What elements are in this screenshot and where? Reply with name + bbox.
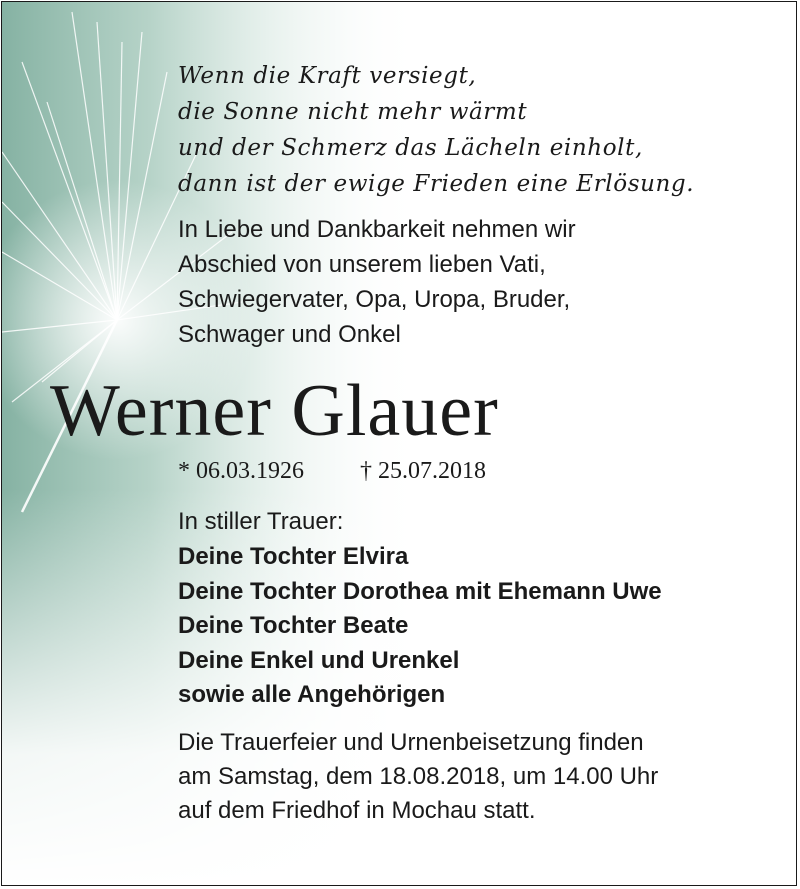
farewell-intro	[178, 212, 576, 352]
funeral-details	[178, 726, 658, 828]
birth-date: * 06.03.1926	[178, 458, 304, 484]
mourner-entry: Deine Tochter Dorothea mit Ehemann Uwe	[178, 577, 662, 605]
mourner-entry: Deine Tochter Elvira	[178, 543, 409, 570]
death-date: † 25.07.2018	[360, 458, 486, 484]
intro-line: Schwager und Onkel	[178, 321, 401, 348]
poem-line: und der Schmerz das Lächeln einholt,	[178, 135, 643, 161]
mourner-entry: sowie alle Angehörigen	[178, 681, 446, 708]
funeral-line: Die Trauerfeier und Urnenbeisetzung finden	[178, 729, 644, 756]
poem-line: dann ist der ewige Frieden eine Erlösung.	[178, 171, 695, 197]
mourners-list	[178, 540, 662, 713]
poem-verse	[178, 58, 694, 202]
mourner-entry: Deine Enkel und Urenkel	[178, 646, 460, 674]
intro-line: In Liebe und Dankbarkeit nehmen wir	[178, 216, 576, 243]
intro-line: Abschied von unserem lieben Vati,	[178, 251, 546, 278]
deceased-name: Werner Glauer	[50, 370, 499, 452]
life-dates	[178, 455, 486, 487]
funeral-line: auf dem Friedhof in Mochau statt.	[178, 797, 536, 824]
poem-line: Wenn die Kraft versiegt,	[178, 63, 477, 89]
obituary-notice	[1, 1, 797, 886]
poem-line: die Sonne nicht mehr wärmt	[178, 99, 528, 125]
mourning-label: In stiller Trauer:	[178, 508, 344, 535]
mourner-entry: Deine Tochter Beate	[178, 612, 409, 639]
intro-line: Schwiegervater, Opa, Uropa, Bruder,	[178, 286, 571, 313]
funeral-line: am Samstag, dem 18.08.2018, um 14.00 Uhr	[178, 763, 659, 790]
